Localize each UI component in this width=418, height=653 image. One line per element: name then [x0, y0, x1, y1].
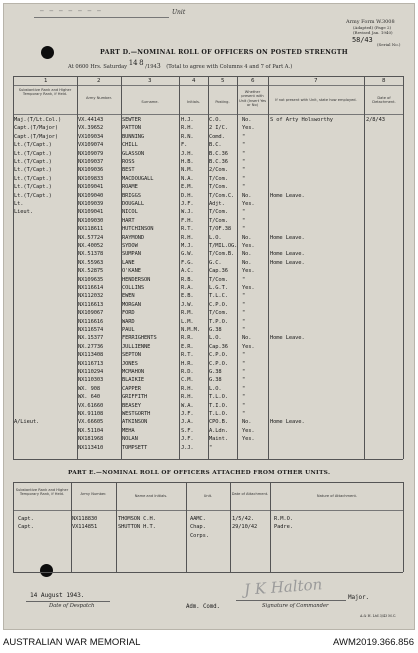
cell-present: " — [242, 175, 246, 182]
cell-posting: Adjt. — [209, 201, 225, 207]
cell-surname: PAUL — [122, 327, 135, 333]
cell-number: NX109041 — [78, 209, 104, 216]
cell-number: NX.57724 — [78, 234, 104, 241]
cell-initials: F. — [181, 142, 188, 149]
cell-initials: R.T. — [181, 352, 194, 359]
cell-initials: H.J. — [181, 117, 194, 123]
date-month: 8 — [139, 59, 144, 67]
date-day: 14 — [128, 59, 138, 67]
cell-posting: B.C.36 — [209, 150, 228, 157]
table-bottom-rule — [13, 459, 403, 460]
cell-initials: R.B. — [181, 276, 194, 283]
cell-surname: FERRIGHENTS — [122, 335, 157, 342]
cell-initials: R.N. — [181, 133, 194, 140]
cell-number: NX116616 — [78, 318, 104, 325]
cell-initials: N.M. — [181, 167, 194, 174]
cell-initials: A.C. — [181, 268, 194, 275]
col-header-present: Whether present with Unit (Insert Yes or No) — [238, 90, 267, 108]
cell-rank: Lieut. — [14, 209, 33, 216]
col-header-initials: Initials. — [187, 100, 200, 104]
cell-posting: 2/Com. — [209, 167, 228, 174]
cell-posting: C.P.O. — [209, 360, 228, 367]
cell-initials: R.T. — [181, 226, 194, 233]
col-header-employed: If not present with Unit, state how employed. — [275, 98, 357, 102]
colnum-1: 1 — [44, 78, 48, 84]
cell-rank: Lt.(T/Capt.) — [14, 184, 52, 191]
cell-number: VX.61660 — [78, 402, 104, 409]
cell-surname: GLASSON — [122, 150, 145, 157]
cell-number: NX116613 — [78, 301, 104, 308]
e-cell-rank: Capt. — [18, 524, 34, 531]
cell-present: " — [242, 394, 246, 401]
punch-hole-bottom — [40, 564, 53, 577]
cell-rank: Lt.(T/Capt.) — [14, 175, 52, 182]
col-header-rank: Substantive Rank and Higher Temporary Rank, if Held. — [18, 88, 72, 97]
cell-surname: DOUGALL — [122, 201, 145, 207]
cell-posting: Maint. — [209, 436, 228, 443]
serial-number: 58/43 — [352, 36, 373, 44]
cell-posting: T.L.O. — [209, 411, 228, 417]
cell-present: Yes. — [242, 243, 255, 249]
cell-surname: O'KANE — [122, 268, 141, 275]
colnum-8: 8 — [382, 78, 386, 84]
cell-present: " — [242, 217, 246, 224]
cell-posting: C.P.O. — [209, 301, 228, 308]
cell-number: VX109074 — [78, 142, 104, 149]
army-form-line1: Army Form W.3008 — [346, 19, 395, 25]
cell-initials: J.F. — [181, 411, 194, 417]
cell-surname: PATTON — [122, 125, 141, 132]
cell-employed: Home Leave. — [270, 251, 305, 258]
cell-present: " — [242, 209, 246, 216]
cell-rank: Lt.(T/Capt.) — [14, 167, 52, 174]
e-cell-name: THOMSON C.H. — [118, 516, 156, 522]
cell-posting: T/MIL.OG. — [209, 243, 238, 249]
cell-present: " — [242, 310, 246, 317]
cell-number: NX109030 — [78, 217, 104, 224]
cell-employed: Home Leave. — [270, 192, 305, 199]
cell-present: " — [242, 226, 246, 233]
e-cell-name: SHUTTON H.T. — [118, 524, 156, 531]
adm-comd: Adm. Comd. — [186, 604, 220, 610]
cell-number: NX113408 — [78, 352, 104, 359]
cell-number: VX.66605 — [78, 419, 104, 426]
colnum-2: 2 — [97, 78, 101, 84]
cell-initials: R.H. — [181, 125, 194, 132]
cell-initials: J.J. — [181, 444, 194, 451]
cell-number: NX109040 — [78, 192, 104, 199]
e-header-nature: Nature of Attachment. — [316, 494, 358, 498]
cell-present: " — [242, 167, 246, 174]
e-header-number: Army Number. — [80, 492, 107, 496]
e-header-name: Name and Initials. — [134, 494, 168, 498]
cell-posting: T/Com. — [209, 217, 228, 224]
cell-rank: Capt.(T/Major) — [14, 133, 59, 140]
e-cell-number: NX118830 — [72, 516, 98, 522]
cell-surname: NOLAN — [122, 436, 138, 443]
cell-initials: F.H. — [181, 217, 194, 224]
cell-surname: BEASEY — [122, 402, 141, 409]
cell-number: NX.91108 — [78, 411, 104, 417]
e-header-date: Date of Attachment. — [231, 492, 269, 496]
cell-surname: LANE — [122, 259, 135, 266]
cell-number: WX. 908 — [78, 385, 101, 392]
cell-surname: HART — [122, 217, 135, 224]
commander-signature: J K Halton — [243, 575, 323, 599]
cell-surname: BEST — [122, 167, 135, 174]
cell-present: " — [242, 360, 246, 367]
cell-posting: T.I.O. — [209, 402, 228, 409]
cell-surname: HUTCHINSON — [122, 226, 154, 233]
cell-posting: T.L.C. — [209, 293, 228, 300]
cell-initials: H.R. — [181, 360, 194, 367]
cell-present: " — [242, 385, 246, 392]
cell-number: NX109041 — [78, 184, 104, 191]
cell-surname: SYDOW — [122, 243, 138, 249]
cell-present: No. — [242, 419, 252, 426]
cell-number: NX113410 — [78, 444, 104, 451]
e-cell-nature: Padre. — [274, 524, 293, 531]
cell-present: Yes. — [242, 343, 255, 350]
cell-present: " — [242, 159, 246, 165]
cell-surname: ROAME — [122, 184, 138, 191]
date-year: 3 — [156, 63, 161, 70]
signature-rank: Major. — [348, 594, 370, 601]
cell-present: No. — [242, 259, 252, 266]
cell-initials: J.A. — [181, 419, 194, 426]
cell-posting: B.C.36 — [209, 159, 228, 165]
col-header-date: Date of Detachment. — [372, 96, 396, 105]
cell-rank: Lt. — [14, 201, 24, 207]
cell-present: " — [242, 293, 246, 300]
cell-surname: SEWTER — [122, 117, 141, 123]
cell-posting: B.C. — [209, 142, 222, 149]
cell-surname: MCMAHON — [122, 369, 145, 375]
col-header-number: Army Number. — [86, 96, 112, 100]
cell-surname: SEPTON — [122, 352, 141, 359]
cell-surname: MORGAN — [122, 301, 141, 308]
cell-rank: Lt.(T/Capt.) — [14, 142, 52, 149]
part-e-title: PART E.—NOMINAL ROLL OF OFFICERS ATTACHED FROM OTHER UNITS. — [68, 470, 331, 476]
cell-surname: ATKINSON — [122, 419, 148, 426]
cell-number: NX109079 — [78, 150, 104, 157]
cell-initials: R.A. — [181, 285, 194, 291]
printer-mark: A.& H. Ltd 3/43 M.C. — [360, 614, 397, 618]
cell-posting: T.P.O. — [209, 318, 228, 325]
cell-initials: L.M. — [181, 318, 194, 325]
cell-surname: WESTGORTH — [122, 411, 151, 417]
cell-number: VX.44143 — [78, 117, 104, 123]
cell-employed: Home Leave. — [270, 234, 305, 241]
cell-posting: G.38 — [209, 327, 222, 333]
cell-number: NX109037 — [78, 159, 104, 165]
cell-present: Yes. — [242, 427, 255, 434]
cell-posting: G.38 — [209, 369, 222, 375]
cell-rank: A/Lieut. — [14, 419, 40, 426]
cell-surname: FORD — [122, 310, 135, 317]
cell-present: " — [242, 318, 246, 325]
cell-present: " — [242, 411, 246, 417]
cell-posting: Cap.36 — [209, 343, 228, 350]
cell-present: " — [242, 377, 246, 384]
cell-posting: T/Com.B. — [209, 251, 235, 258]
cell-posting: T/Com. — [209, 310, 228, 317]
cell-posting: A.Ldn. — [209, 427, 228, 434]
cell-initials: J.F. — [181, 201, 194, 207]
cell-number: NX.15377 — [78, 335, 104, 342]
cell-initials: R.H. — [181, 234, 194, 241]
cell-number: NX110294 — [78, 369, 104, 375]
cell-date: 2/8/43 — [366, 117, 385, 123]
cell-present: Yes. — [242, 436, 255, 443]
cell-present: " — [242, 327, 246, 333]
cell-initials: J.H. — [181, 150, 194, 157]
cell-number: NX110303 — [78, 377, 104, 384]
e-cell-date: 29/10/42 — [232, 524, 258, 531]
unit-line — [34, 17, 169, 18]
dispatch-label: Date of Despatch — [49, 603, 95, 609]
cell-present: No. — [242, 234, 252, 241]
cell-posting: T/OF.38 — [209, 226, 232, 233]
cell-surname: SUMPAN — [122, 251, 141, 258]
cell-initials: E.B. — [181, 293, 194, 300]
punch-hole-top — [41, 46, 54, 59]
e-header-rank: Substantive Rank and Higher Temporary Rank, if Held. — [15, 488, 69, 497]
e-cell-unit: AAMC. — [190, 516, 206, 522]
cell-present: " — [242, 184, 246, 191]
cell-initials: N.M.M. — [181, 327, 200, 333]
cell-number: NX118611 — [78, 226, 104, 233]
cell-initials: M.J. — [181, 243, 194, 249]
e-cell-rank: Capt. — [18, 516, 34, 522]
colnum-5: 5 — [221, 78, 225, 84]
faded-header-print: ─ ─ ─ ─ ─ ─ ─ — [40, 8, 103, 15]
cell-posting: G.38 — [209, 377, 222, 384]
unit-label: Unit — [172, 9, 186, 16]
cell-surname: MEHA — [122, 427, 135, 434]
cell-present: Yes. — [242, 201, 255, 207]
cell-number: WX. 640 — [78, 394, 101, 401]
army-form-line3: (Revised Jan. 1940) — [353, 30, 393, 35]
cell-surname: MACDOUGALL — [122, 175, 154, 182]
cell-initials: R.H. — [181, 394, 194, 401]
cell-number: NX.27736 — [78, 343, 104, 350]
cell-initials: J.W. — [181, 301, 194, 308]
archive-name: AUSTRALIAN WAR MEMORIAL — [3, 637, 141, 648]
cell-posting: T/Com.C. — [209, 192, 235, 199]
cell-initials: G.W. — [181, 251, 194, 258]
e-cell-number: VX114851 — [72, 524, 98, 531]
colnum-6: 6 — [251, 78, 255, 84]
cell-number: NX109635 — [78, 276, 104, 283]
cell-initials: R.R. — [181, 335, 194, 342]
cell-initials: N.A. — [181, 175, 194, 182]
e-cell-unit-line2: Corps. — [190, 532, 209, 539]
cell-posting: L.G.T. — [209, 285, 228, 291]
colnum-3: 3 — [148, 78, 152, 84]
cell-surname: BRIGGS — [122, 192, 141, 199]
cell-initials: R.M. — [181, 310, 194, 317]
part-d-title: PART D.—NOMINAL ROLL OF OFFICERS ON POSTED STRENGTH — [100, 49, 349, 56]
cell-present: No. — [242, 335, 252, 342]
cell-surname: JULLIENNE — [122, 343, 151, 350]
cell-posting: 2 I/C. — [209, 125, 228, 132]
cell-rank: Lt.(T/Capt.) — [14, 150, 52, 157]
colnum-4: 4 — [192, 78, 196, 84]
cell-present: " — [242, 150, 246, 157]
cell-surname: CHILL — [122, 142, 138, 149]
cell-initials: J.F. — [181, 436, 194, 443]
cell-surname: CAPPER — [122, 385, 141, 392]
cell-initials: E.M. — [181, 184, 194, 191]
cell-surname: JONES — [122, 360, 138, 367]
cell-number: VX.39652 — [78, 125, 104, 132]
cell-number: NX109067 — [78, 310, 104, 317]
e-cell-date: 1/5/42. — [232, 516, 255, 522]
cell-initials: S.F. — [181, 427, 194, 434]
cell-present: No. — [242, 192, 252, 199]
form-sheet — [3, 3, 415, 630]
cell-posting: " — [209, 444, 213, 451]
cell-present: Yes. — [242, 268, 255, 275]
cell-number: NX109036 — [78, 167, 104, 174]
cell-number: NX116713 — [78, 360, 104, 367]
cell-present: No. — [242, 117, 252, 123]
cell-surname: ROSS — [122, 159, 135, 165]
cell-surname: WARD — [122, 318, 135, 325]
archive-footer — [0, 633, 418, 653]
cell-number: NX109039 — [78, 201, 104, 207]
cell-surname: COLLINS — [122, 285, 145, 291]
e-cell-unit: Chap. — [190, 524, 206, 531]
cell-number: NX181968 — [78, 436, 104, 443]
cell-rank: Lt.(T/Capt.) — [14, 192, 52, 199]
cell-present: " — [242, 301, 246, 308]
cell-posting: L.O. — [209, 385, 222, 392]
dispatch-date: 14 August 1943. — [30, 592, 85, 599]
cell-number: NX109833 — [78, 175, 104, 182]
cell-posting: CPO.B. — [209, 419, 228, 426]
cell-number: NX.40052 — [78, 243, 104, 249]
cell-rank: Capt.(T/Major) — [14, 125, 59, 132]
cell-initials: H.B. — [181, 159, 194, 165]
cell-surname: GRIFFITH — [122, 394, 148, 401]
cell-number: NX116574 — [78, 327, 104, 333]
cell-number: NX.52875 — [78, 268, 104, 275]
cell-initials: W.A. — [181, 402, 194, 409]
cell-initials: D.H. — [181, 192, 194, 199]
cell-posting: T/Com. — [209, 276, 228, 283]
cell-posting: T/Com. — [209, 209, 228, 216]
cell-initials: E.R. — [181, 343, 194, 350]
cell-employed: Home Leave. — [270, 259, 305, 266]
signature-label: Signature of Commander — [262, 603, 329, 609]
cell-employed: Home Leave. — [270, 335, 305, 342]
cell-surname: BLAIKIE — [122, 377, 145, 384]
cell-number: NX116614 — [78, 285, 104, 291]
archive-id: AWM2019.366.856 — [333, 637, 414, 648]
cell-present: Yes. — [242, 285, 255, 291]
cell-present: Yes. — [242, 125, 255, 132]
colnum-7: 7 — [314, 78, 318, 84]
cell-present: " — [242, 352, 246, 359]
cell-surname: HENDERSON — [122, 276, 151, 283]
cell-surname: EWEN — [122, 293, 135, 300]
cell-posting: T.L.O. — [209, 394, 228, 401]
cell-employed: Home Leave. — [270, 419, 305, 426]
cell-posting: Cap.36 — [209, 268, 228, 275]
cell-posting: G.C. — [209, 259, 222, 266]
cell-surname: NICOL — [122, 209, 138, 216]
cell-present: No. — [242, 251, 252, 258]
cell-posting: L.O. — [209, 335, 222, 342]
cell-present: " — [242, 133, 246, 140]
cell-initials: W.J. — [181, 209, 194, 216]
cell-present: " — [242, 369, 246, 375]
cell-posting: C.P.O. — [209, 352, 228, 359]
col-header-posting: Posting. — [215, 100, 230, 104]
army-form-line2: (Adapted) (Page 2) — [353, 25, 392, 30]
cell-initials: R.D. — [181, 369, 194, 375]
serial-label: (Serial No.) — [377, 42, 401, 47]
cell-present: " — [242, 402, 246, 409]
cell-rank: Maj.(T/Lt.Col.) — [14, 117, 62, 123]
cell-posting: C.O. — [209, 117, 222, 123]
cell-surname: TOMPSETT — [122, 444, 148, 451]
col-header-surname: Surname. — [141, 100, 159, 104]
cell-posting: T/Com. — [209, 184, 228, 191]
cell-rank: Lt.(T/Capt.) — [14, 159, 52, 165]
cell-posting: L.O. — [209, 234, 222, 241]
cell-initials: C.M. — [181, 377, 194, 384]
cell-present: " — [242, 276, 246, 283]
e-header-unit: Unit. — [203, 494, 213, 498]
cell-surname: BUNNING — [122, 133, 145, 140]
cell-number: NX.51378 — [78, 251, 104, 258]
cell-number: NX112032 — [78, 293, 104, 300]
e-cell-nature: R.M.O. — [274, 516, 293, 522]
cell-number: NX.55963 — [78, 259, 104, 266]
cell-surname: RAYMOND — [122, 234, 145, 241]
cell-employed: S of Arty Holsworthy — [270, 117, 333, 123]
cell-posting: T/Com. — [209, 175, 228, 182]
cell-number: NX.51104 — [78, 427, 104, 434]
cell-posting: Comd. — [209, 133, 225, 140]
cell-present: " — [242, 142, 246, 149]
cell-initials: R.H. — [181, 385, 194, 392]
cell-initials: F.G. — [181, 259, 194, 266]
cell-number: VX109034 — [78, 133, 104, 140]
part-d-date-line: At 0600 Hrs. Saturday 14 8 /1943 (Total to agree with Columns 4 and 7 of Part A.) — [68, 59, 293, 70]
